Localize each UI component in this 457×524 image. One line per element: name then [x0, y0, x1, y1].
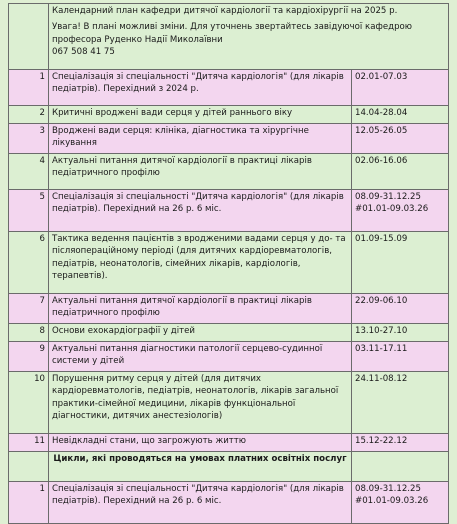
- course-dates: 15.12-22.12: [352, 434, 449, 452]
- row-number: 9: [9, 342, 49, 372]
- course-title: Актуальні питання діагностики патології серцево-судинної системи у дітей: [49, 342, 352, 372]
- course-title: Актуальні питання дитячої кардіології в практиці лікарів педіатричного профілю: [49, 154, 352, 190]
- course-dates: 13.10-27.10: [352, 324, 449, 342]
- course-title: Актуальні питання дитячої кардіології в практиці лікарів педіатричного профілю: [49, 294, 352, 324]
- row-number: 5: [9, 190, 49, 232]
- row-number: 2: [9, 106, 49, 124]
- row-number: 8: [9, 324, 49, 342]
- course-dates: 01.09-15.09: [352, 232, 449, 294]
- table-row: [9, 124, 449, 154]
- plan-title: Календарний план кафедри дитячої кардіології та кардіохірургії на 2025 р.: [52, 6, 398, 16]
- course-dates: 08.09-31.12.25 #01.01-09.03.26: [352, 190, 449, 232]
- row-number: 11: [9, 434, 49, 452]
- course-title: Порушення ритму серця у дітей (для дитячих кардіоревматологів, педіатрів, неонатологів, лікарів загальної практики-сімейної медицини, лікарів функціональної діагностики, дитячих анестезіологів): [49, 372, 352, 434]
- table-row: [9, 106, 449, 124]
- table-row: [9, 294, 449, 324]
- paid-section-heading-row: [9, 452, 449, 482]
- course-dates: 02.01-07.03: [352, 70, 449, 106]
- course-title: Спеціалізація зі спеціальності "Дитяча кардіологія" (для лікарів педіатрів). Перехідний на 26 р. 6 міс.: [49, 482, 352, 524]
- course-dates: 02.06-16.06: [352, 154, 449, 190]
- course-title: Спеціалізація зі спеціальності "Дитяча кардіологія" (для лікарів педіатрів). Перехідний на 26 р. 6 міс.: [49, 190, 352, 232]
- paid-heading-empty-cell: [9, 452, 49, 482]
- calendar-table: [8, 3, 449, 524]
- course-title: Тактика ведення пацієнтів з вродженими вадами серця у до- та післяопераційному періоді (для дитячих кардіоревматологів, педіатрів, неонатологів, сімейних лікарів, кардіологів, терапевтів).: [49, 232, 352, 294]
- row-number: 4: [9, 154, 49, 190]
- plan-document: [8, 3, 448, 524]
- header-cell: [49, 4, 449, 70]
- course-dates: 03.11-17.11: [352, 342, 449, 372]
- table-row: [9, 232, 449, 294]
- table-row: [9, 434, 449, 452]
- row-number: 3: [9, 124, 49, 154]
- course-dates: 08.09-31.12.25 #01.01-09.03.26: [352, 482, 449, 524]
- course-dates: 24.11-08.12: [352, 372, 449, 434]
- row-number: 7: [9, 294, 49, 324]
- row-number: 1: [9, 482, 49, 524]
- course-title: Спеціалізація зі спеціальності "Дитяча кардіологія" (для лікарів педіатрів). Перехідний з 2024 р.: [49, 70, 352, 106]
- header-empty-cell: [9, 4, 49, 70]
- table-row: [9, 324, 449, 342]
- table-row: [9, 342, 449, 372]
- course-dates: 22.09-06.10: [352, 294, 449, 324]
- course-title: Основи ехокардіографії у дітей: [49, 324, 352, 342]
- row-number: 6: [9, 232, 49, 294]
- course-title: Критичні вроджені вади серця у дітей раннього віку: [49, 106, 352, 124]
- table-row: [9, 482, 449, 524]
- table-row: [9, 372, 449, 434]
- table-row: [9, 154, 449, 190]
- course-title: Вроджені вади серця: клініка, діагностика та хірургічне лікування: [49, 124, 352, 154]
- row-number: 1: [9, 70, 49, 106]
- header-row: [9, 4, 449, 70]
- table-row: [9, 70, 449, 106]
- paid-heading-dates-cell: [352, 452, 449, 482]
- change-notice: Увага! В плані можливі зміни. Для уточнень звертайтесь завідуючої кафедрою професора Руденко Надії Миколаївни: [52, 22, 413, 45]
- paid-section-heading: Цикли, які проводяться на умовах платних освітніх послуг: [49, 452, 352, 482]
- course-dates: 14.04-28.04: [352, 106, 449, 124]
- row-number: 10: [9, 372, 49, 434]
- course-dates: 12.05-26.05: [352, 124, 449, 154]
- contact-phone: 067 508 41 75: [52, 46, 115, 57]
- course-title: Невідкладні стани, що загрожують життю: [49, 434, 352, 452]
- table-row: [9, 190, 449, 232]
